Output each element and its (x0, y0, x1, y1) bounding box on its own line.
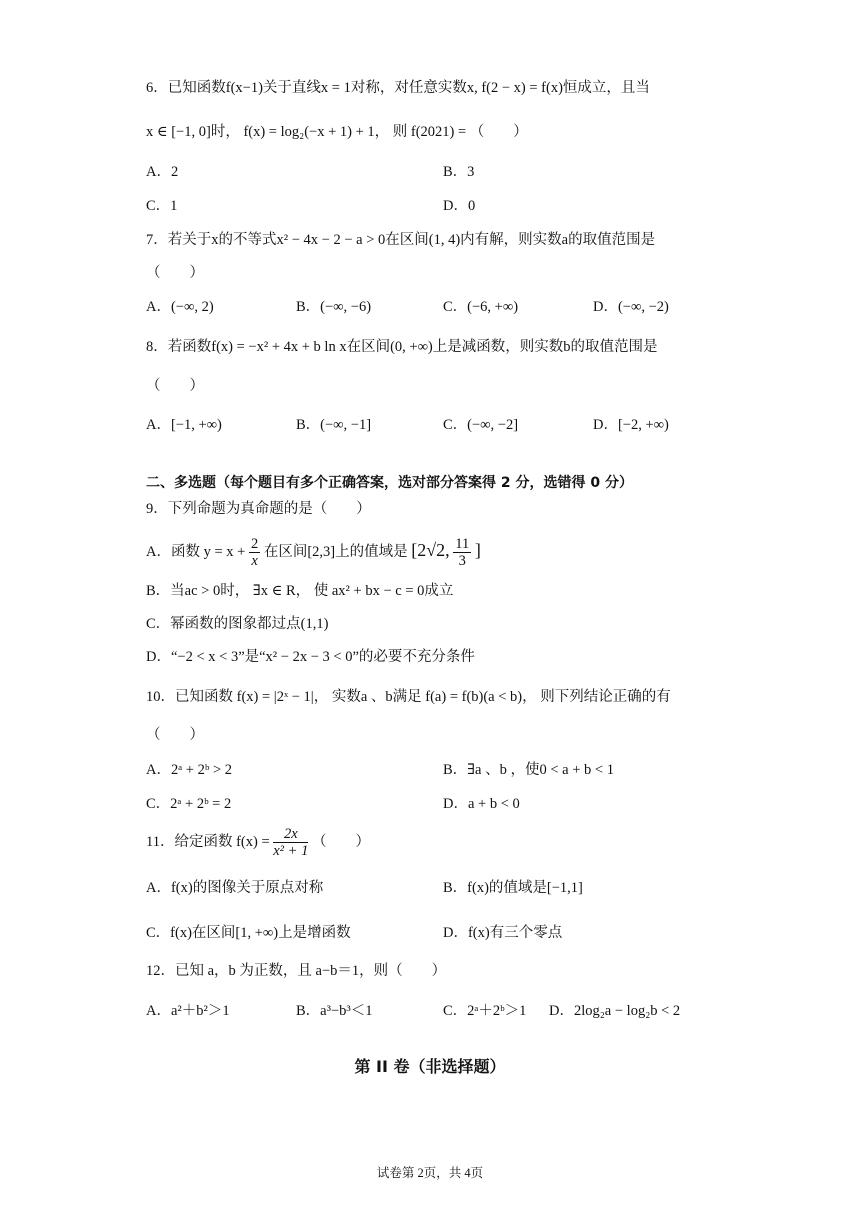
q8-option-d: D．[−2, +∞) (593, 417, 669, 433)
q9-a-middle: 在区间[2,3]上的值域是 (263, 544, 408, 560)
q11-option-a: A．f(x)的图像关于原点对称 (146, 880, 324, 896)
q6-option-d: D．0 (443, 198, 476, 214)
q10-option-d: D．a + b < 0 (443, 796, 520, 812)
q8-stem-line2: （ ） (146, 378, 204, 394)
q6-stem-line1: 6．已知函数f(x−1)关于直线x = 1对称，对任意实数x, f(2 − x) = f(x)恒成立，且当 (146, 80, 650, 96)
q11-option-b: B．f(x)的值域是[−1,1] (443, 880, 583, 896)
q9-a-frac-denominator: x (251, 553, 258, 570)
q12-stem: 12．已知 a，b 为正数，且 a−b＝1，则（ ） (146, 963, 447, 979)
q9-option-d: D．“−2 < x < 3”是“x² − 2x − 3 < 0”的必要不充分条件 (146, 649, 475, 665)
q7-option-a: A．(−∞, 2) (146, 299, 214, 315)
q10-option-b: B．∃a 、b ，使0 < a + b < 1 (443, 762, 614, 778)
q11-frac-denominator: x² + 1 (273, 843, 309, 860)
q9-a-range-fraction (453, 536, 471, 569)
q10-stem-line2: （ ） (146, 727, 204, 743)
page-footer: 试卷第 2页，共 4页 (376, 1166, 484, 1180)
q9-option-c: C．幂函数的图象都过点(1,1) (146, 616, 329, 632)
q11-option-d: D．f(x)有三个零点 (443, 925, 563, 941)
q9-a-frac-numerator: 2 (250, 536, 259, 553)
q10-stem-line1: 10．已知函数 f(x) = |2ˣ − 1|， 实数a 、b满足 f(a) = f(b)(a < b)， 则下列结论正确的有 (146, 689, 671, 705)
q7-option-d: D．(−∞, −2) (593, 299, 669, 315)
q11-prefix: 11．给定函数 f(x) = (146, 834, 270, 850)
q9-a-range-numerator: 11 (455, 536, 470, 553)
q9-a-range-left: [2√2, (411, 540, 450, 560)
q12-option-b: B．a³−b³＜1 (296, 1003, 373, 1019)
q11-suffix: （ ） (311, 834, 370, 850)
q12-option-a: A．a²＋b²＞1 (146, 1003, 230, 1019)
q11-option-c: C．f(x)在区间[1, +∞)上是增函数 (146, 925, 351, 941)
q9-a-range-denominator: 3 (458, 553, 466, 570)
q6-option-a: A．2 (146, 164, 179, 180)
q7-stem-line2: （ ） (146, 265, 204, 281)
q10-option-c: C．2ᵃ + 2ᵇ = 2 (146, 796, 232, 812)
q7-stem-line1: 7．若关于x的不等式x² − 4x − 2 − a > 0在区间(1, 4)内有解，则实数a的取值范围是 (146, 232, 656, 248)
q9-a-fraction (249, 536, 260, 569)
q6-option-b: B．3 (443, 164, 475, 180)
q8-option-c: C．(−∞, −2] (443, 417, 519, 433)
q6-stem-line2: x ∈ [−1, 0]时， f(x) = log₂(−x + 1) + 1， 则 f(2021) = （ ） (146, 124, 528, 140)
q8-option-b: B．(−∞, −1] (296, 417, 372, 433)
q8-stem-line1: 8．若函数f(x) = −x² + 4x + b ln x在区间(0, +∞)上是减函数，则实数b的取值范围是 (146, 339, 658, 355)
q9-option-b: B．当ac > 0时， ∃x ∈ R， 使 ax² + bx − c = 0成立 (146, 583, 454, 599)
q7-option-b: B．(−∞, −6) (296, 299, 372, 315)
q9-a-range-right: ] (474, 540, 481, 560)
q9-a-prefix: A．函数 y = x + (146, 544, 246, 560)
q11-frac-numerator: 2x (273, 826, 308, 843)
q10-option-a: A．2ᵃ + 2ᵇ > 2 (146, 762, 233, 778)
q12-option-c: C．2ᵃ＋2ᵇ＞1 (443, 1003, 527, 1019)
part2-title: 第 II 卷（非选择题） (354, 1057, 506, 1076)
q12-option-d: D．2log₂a − log₂b < 2 (549, 1003, 681, 1019)
q6-option-c: C．1 (146, 198, 178, 214)
q7-option-c: C．(−6, +∞) (443, 299, 519, 315)
q11-stem (146, 822, 370, 862)
q9-option-a (146, 530, 481, 570)
section-multi-choice-header: 二、多选题（每个题目有多个正确答案，选对部分答案得 2 分，选错得 0 分） (146, 475, 633, 491)
q11-fraction (273, 826, 308, 859)
q9-stem: 9．下列命题为真命题的是（ ） (146, 501, 371, 517)
q8-option-a: A．[−1, +∞) (146, 417, 222, 433)
